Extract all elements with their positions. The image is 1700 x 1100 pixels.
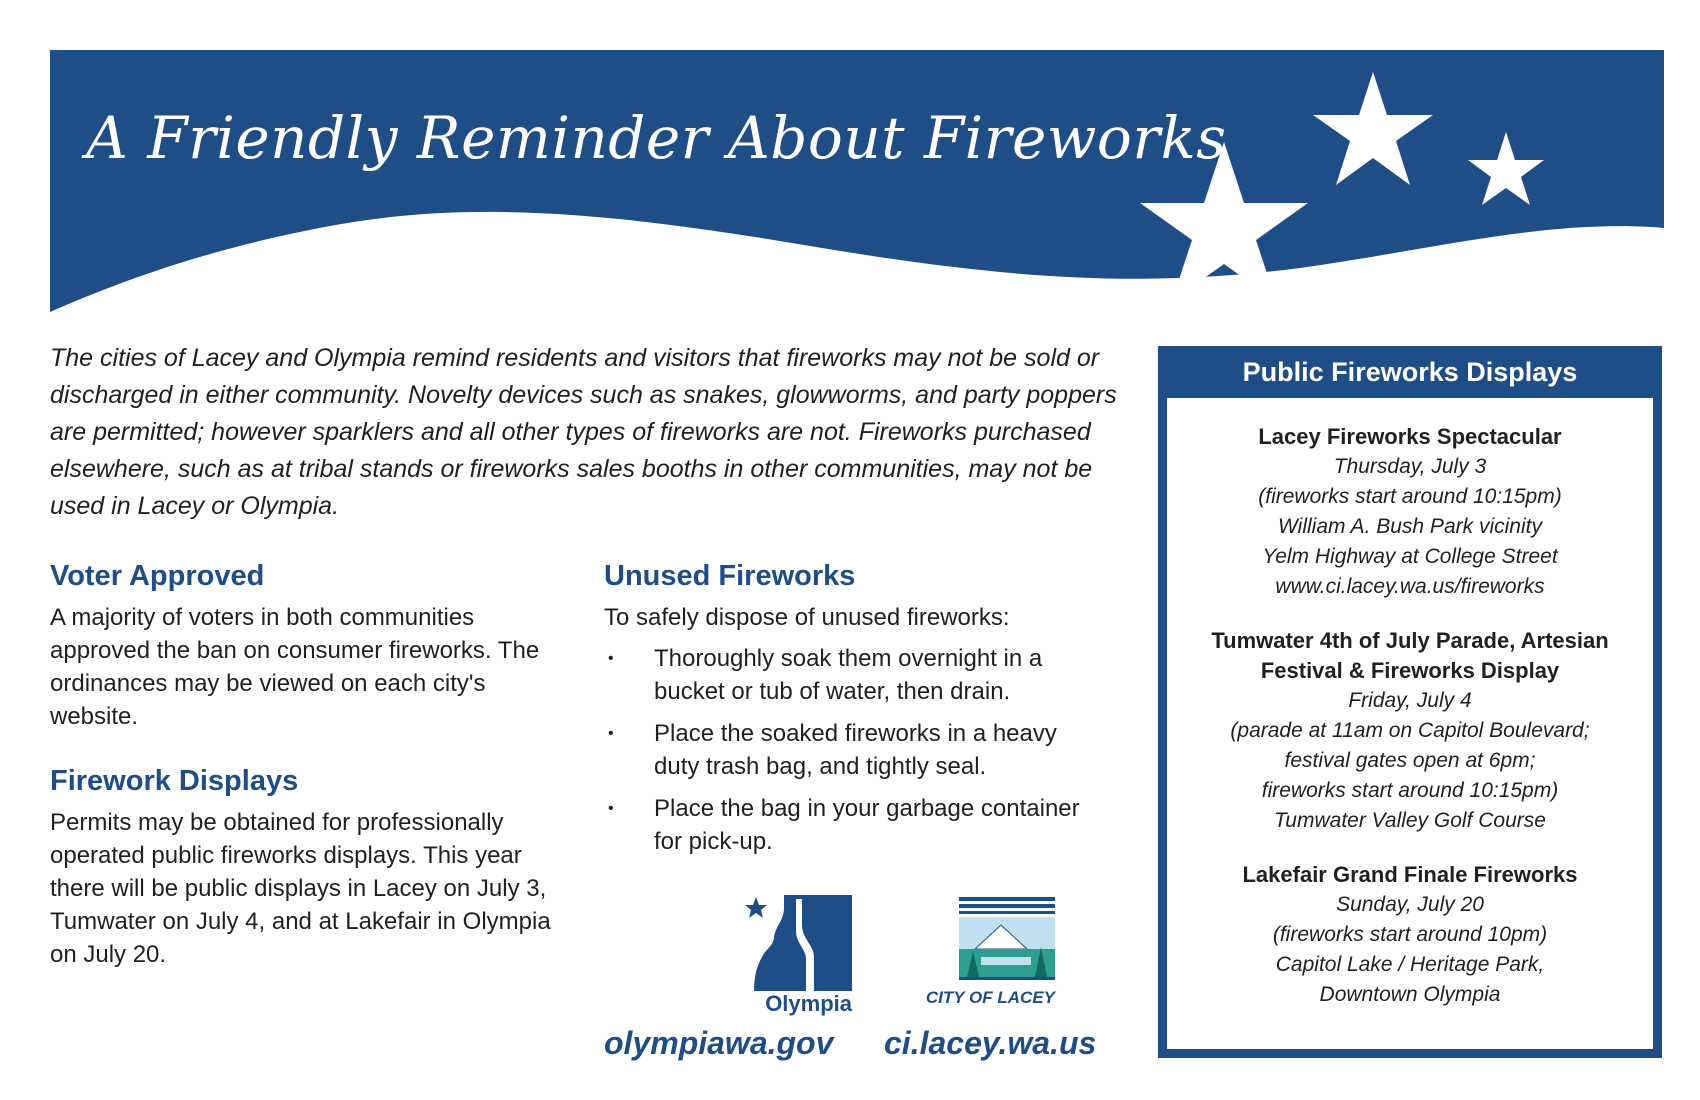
- bullet: •: [608, 725, 614, 742]
- event-detail: Capitol Lake / Heritage Park,: [1275, 953, 1545, 976]
- star-icon: [745, 897, 767, 918]
- list-item: • Place the bag in your garbage container for pick-up.: [604, 792, 1104, 858]
- left-column: [50, 560, 570, 1003]
- event-detail: William A. Bush Park vicinity: [1278, 515, 1542, 538]
- list-item: • Place the soaked fireworks in a heavy duty trash bag, and tightly seal.: [604, 717, 1104, 783]
- page-title: A Friendly Reminder About Fireworks: [86, 104, 1227, 172]
- city-logos: [604, 895, 1124, 1065]
- event-name: Tumwater 4th of July Parade, Artesian Festival & Fireworks Display: [1211, 628, 1609, 683]
- voter-approved-heading: Voter Approved: [50, 560, 265, 592]
- events-list: [1167, 398, 1653, 1049]
- event-detail: (parade at 11am on Capitol Boulevard;: [1230, 719, 1590, 742]
- lacey-logo-text: CITY OF LACEY: [925, 988, 1055, 1007]
- header-banner: [50, 50, 1664, 312]
- event-detail: (fireworks start around 10:15pm): [1258, 485, 1562, 508]
- bullet: •: [608, 800, 614, 817]
- event-date: Thursday, July 3: [1333, 455, 1487, 478]
- firework-displays-heading: Firework Displays: [50, 765, 299, 797]
- unused-fireworks-intro: To safely dispose of unused fireworks:: [604, 604, 1010, 631]
- event-lacey: [1167, 422, 1653, 602]
- event-detail: Yelm Highway at College Street: [1262, 545, 1558, 568]
- event-date: Sunday, July 20: [1336, 893, 1484, 916]
- intro-paragraph: The cities of Lacey and Olympia remind residents and visitors that fireworks may not be sold or discharged in either community. Novelty devices such as snakes, glowworms, and party poppers are permitted; however sparklers and all other types of fireworks are not. Fireworks purchased elsewhere, such as at tribal stands or fireworks sales booths in other communities, may not be used in Lacey or Olympia.: [50, 344, 1117, 520]
- event-name: Lakefair Grand Finale Fireworks: [1242, 862, 1578, 887]
- firework-displays-text: Permits may be obtained for professionally operated public fireworks displays. This year there will be public displays in Lacey on July 3, Tumwater on July 4, and at Lakefair in Olympia on July 20.: [50, 809, 551, 968]
- event-detail: (fireworks start around 10pm): [1272, 923, 1548, 946]
- list-item: • Thoroughly soak them overnight in a bucket or tub of water, then drain.: [604, 642, 1104, 708]
- event-lakefair: [1167, 860, 1653, 1010]
- public-displays-panel: [1158, 346, 1662, 1058]
- event-detail: festival gates open at 6pm;: [1284, 749, 1536, 772]
- lacey-website-link[interactable]: ci.lacey.wa.us: [884, 1025, 1097, 1061]
- voter-approved-text: A majority of voters in both communities approved the ban on consumer fireworks. The ordinances may be viewed on each city's website.: [50, 604, 540, 730]
- bullet: •: [608, 650, 614, 667]
- olympia-logo: [744, 895, 856, 1015]
- event-name: Lacey Fireworks Spectacular: [1258, 424, 1562, 449]
- event-date: Friday, July 4: [1348, 689, 1472, 712]
- event-detail: Downtown Olympia: [1319, 983, 1501, 1006]
- event-detail: Tumwater Valley Golf Course: [1274, 809, 1546, 832]
- unused-fireworks-heading: Unused Fireworks: [604, 560, 856, 592]
- event-detail: fireworks start around 10:15pm): [1261, 779, 1559, 802]
- event-link[interactable]: www.ci.lacey.wa.us/fireworks: [1275, 575, 1545, 598]
- event-tumwater: [1167, 626, 1653, 836]
- olympia-website-link[interactable]: olympiawa.gov: [604, 1025, 834, 1061]
- panel-title: Public Fireworks Displays: [1242, 357, 1578, 387]
- olympia-logo-text: Olympia: [765, 991, 852, 1016]
- lacey-logo: [925, 895, 1059, 1013]
- middle-column: [604, 560, 1104, 867]
- banner-wave: [50, 50, 1664, 312]
- disposal-steps-list: [604, 642, 1104, 858]
